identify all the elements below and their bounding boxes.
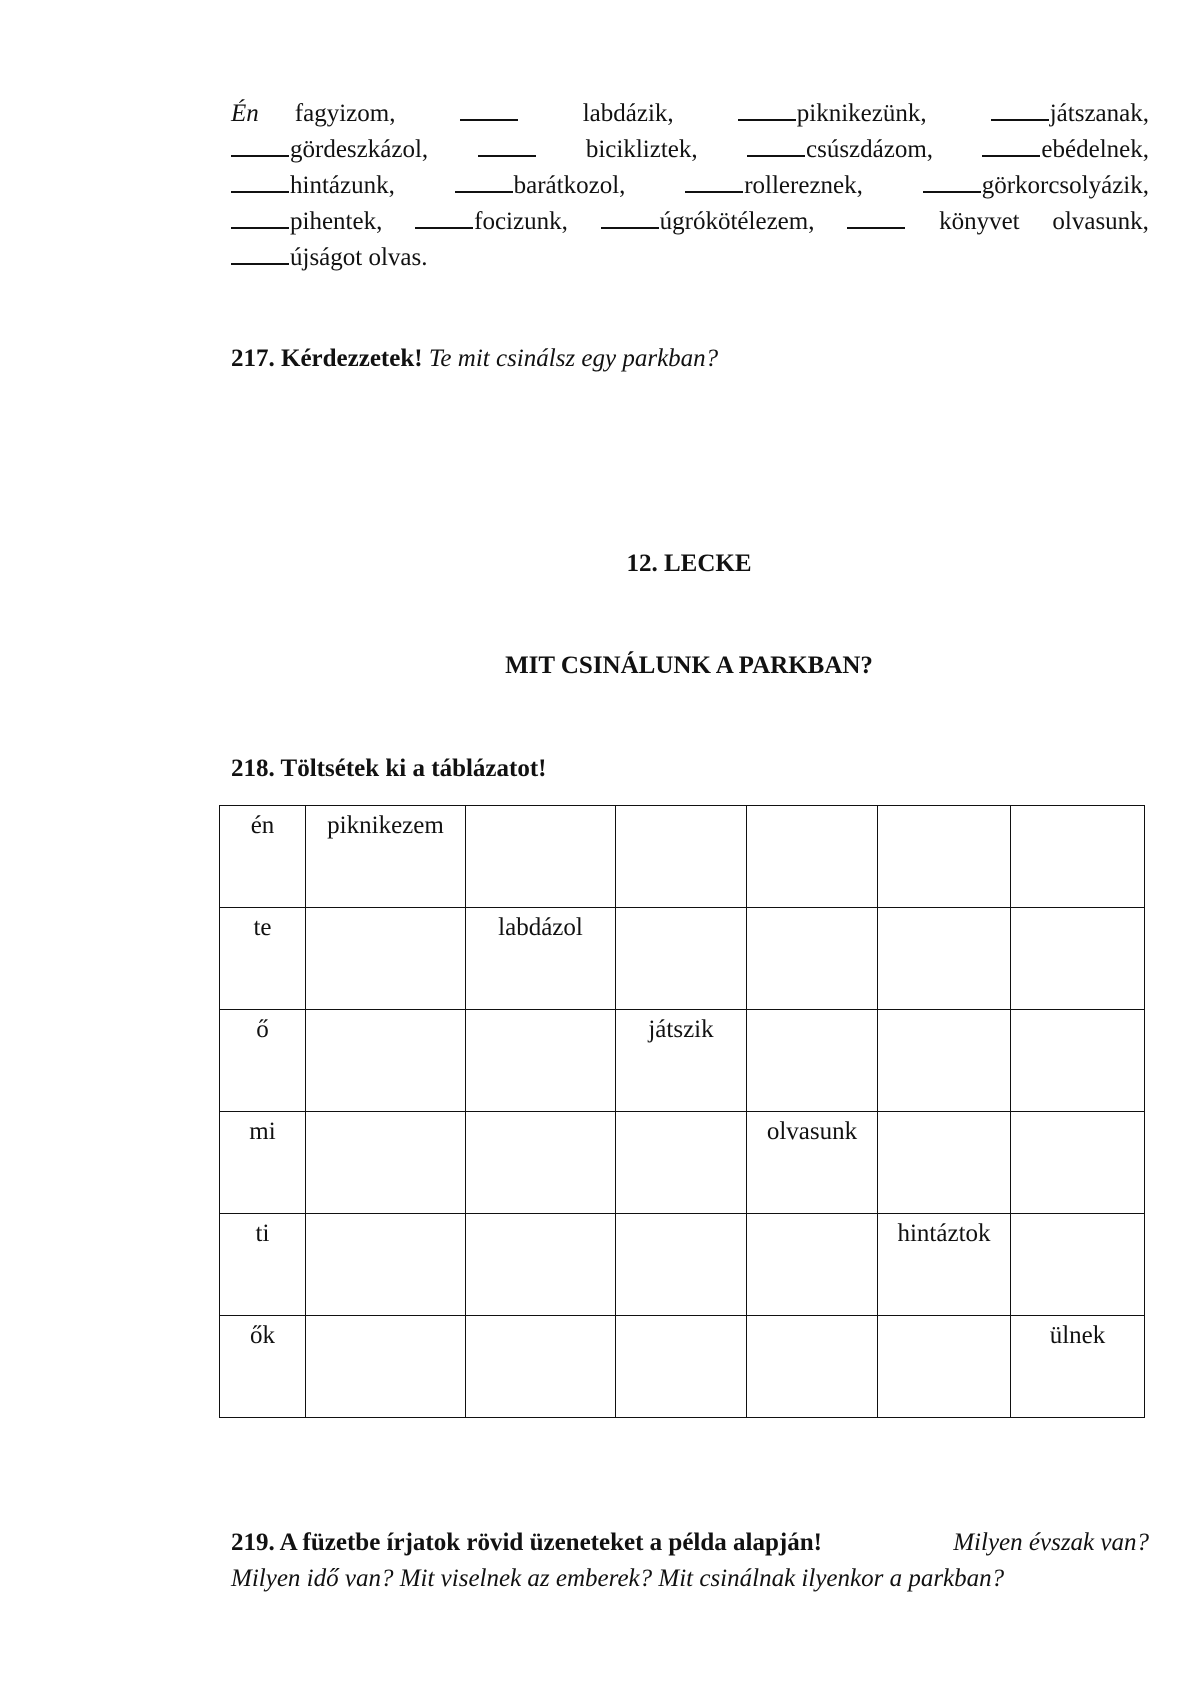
cell-text bbox=[1011, 1112, 1144, 1118]
fill-in-blank[interactable] bbox=[747, 155, 805, 157]
pronoun-cell bbox=[220, 1316, 306, 1418]
pronoun-cell bbox=[220, 908, 306, 1010]
fill-in-word: labdázik, bbox=[582, 100, 674, 127]
cell-text: te bbox=[253, 914, 272, 941]
fill-in-item bbox=[982, 134, 1149, 166]
task-219-question-1: Milyen évszak van? bbox=[953, 1529, 1149, 1556]
fill-in-blank[interactable] bbox=[231, 191, 289, 193]
table-row bbox=[220, 1010, 1145, 1112]
cell-text bbox=[306, 1010, 465, 1016]
answer-cell[interactable] bbox=[306, 1112, 466, 1214]
cell-text: ők bbox=[250, 1322, 275, 1349]
task-218-label: 218. Töltsétek ki a táblázatot! bbox=[231, 755, 547, 782]
task-219-label: 219. A füzetbe írjatok rövid üzeneteket a példa alapján! bbox=[231, 1529, 822, 1556]
fill-in-word: görkorcsolyázik, bbox=[981, 172, 1149, 199]
answer-cell[interactable] bbox=[1011, 1112, 1145, 1214]
task-217 bbox=[231, 343, 718, 375]
fill-in-blank[interactable] bbox=[601, 227, 659, 229]
cell-text: mi bbox=[249, 1118, 276, 1145]
cell-text bbox=[747, 1214, 877, 1220]
cell-text bbox=[306, 908, 465, 914]
answer-cell[interactable] bbox=[466, 1112, 616, 1214]
fill-in-blank[interactable] bbox=[415, 227, 473, 229]
cell-text bbox=[747, 806, 877, 812]
fill-in-line bbox=[231, 170, 1149, 202]
answer-cell[interactable] bbox=[306, 1214, 466, 1316]
cell-text: piknikezem bbox=[327, 812, 444, 839]
fill-in-blank[interactable] bbox=[847, 227, 905, 229]
answer-cell[interactable] bbox=[878, 1316, 1011, 1418]
cell-text bbox=[878, 1112, 1010, 1118]
fill-in-word: úgrókötélezem, bbox=[659, 208, 815, 235]
lesson-number: 12. LECKE bbox=[626, 550, 752, 577]
fill-in-item bbox=[583, 98, 674, 130]
cell-text: olvasunk bbox=[766, 1118, 858, 1145]
fill-in-item bbox=[738, 98, 927, 130]
fill-in-word: pihentek, bbox=[290, 208, 383, 235]
cell-text bbox=[306, 1316, 465, 1322]
cell-text bbox=[1011, 908, 1144, 914]
cell-text bbox=[747, 908, 877, 914]
fill-in-word: hintázunk, bbox=[290, 172, 395, 199]
cell-text: labdázol bbox=[498, 914, 583, 941]
fill-in-blank[interactable] bbox=[231, 155, 289, 157]
answer-cell[interactable] bbox=[878, 1214, 1011, 1316]
answer-cell[interactable] bbox=[1011, 1316, 1145, 1418]
fill-in-item bbox=[601, 206, 815, 238]
cell-text bbox=[466, 1316, 615, 1322]
pronoun-cell bbox=[220, 1214, 306, 1316]
answer-cell[interactable] bbox=[466, 1316, 616, 1418]
fill-in-item bbox=[460, 98, 519, 130]
pronoun-cell bbox=[220, 806, 306, 908]
fill-in-blank[interactable] bbox=[982, 155, 1040, 157]
task-217-label: 217. Kérdezzetek! bbox=[231, 345, 423, 372]
table-row bbox=[220, 1316, 1145, 1418]
table-row bbox=[220, 1214, 1145, 1316]
cell-text bbox=[1011, 806, 1144, 812]
table-row bbox=[220, 806, 1145, 908]
cell-text bbox=[466, 1112, 615, 1118]
answer-cell[interactable] bbox=[878, 806, 1011, 908]
fill-in-line bbox=[231, 98, 1149, 130]
fill-in-word: csúszdázom, bbox=[806, 136, 934, 163]
fill-in-word: focizunk, bbox=[474, 208, 568, 235]
answer-cell[interactable] bbox=[616, 806, 747, 908]
fill-in-item bbox=[991, 98, 1149, 130]
fill-in-word: fagyizom, bbox=[294, 100, 396, 127]
task-219 bbox=[231, 1525, 1149, 1597]
fill-in-line bbox=[231, 206, 1149, 238]
fill-in-item bbox=[231, 242, 428, 274]
fill-in-word: gördeszkázol, bbox=[290, 136, 429, 163]
fill-in-blank[interactable] bbox=[991, 119, 1049, 121]
task-217-question: Te mit csinálsz egy parkban? bbox=[428, 345, 719, 372]
fill-in-item bbox=[455, 170, 626, 202]
table-row bbox=[220, 908, 1145, 1010]
answer-cell[interactable] bbox=[466, 908, 616, 1010]
cell-text bbox=[306, 1214, 465, 1220]
cell-text bbox=[747, 1316, 877, 1322]
fill-in-word: piknikezünk, bbox=[796, 100, 927, 127]
fill-in-item bbox=[847, 206, 906, 238]
fill-in-item bbox=[415, 206, 568, 238]
answer-cell[interactable] bbox=[616, 1010, 747, 1112]
cell-text bbox=[616, 1112, 746, 1118]
task-219-question-2: Milyen idő van? Mit viselnek az emberek? Mit csinálnak ilyenkor a parkban? bbox=[231, 1565, 1005, 1592]
cell-text bbox=[878, 1010, 1010, 1016]
cell-text: ülnek bbox=[1049, 1322, 1106, 1349]
fill-in-item bbox=[231, 170, 395, 202]
cell-text bbox=[1011, 1214, 1144, 1220]
fill-in-blank[interactable] bbox=[478, 155, 536, 157]
answer-cell[interactable] bbox=[747, 806, 878, 908]
cell-text: játszik bbox=[648, 1016, 714, 1043]
fill-in-word: olvasunk, bbox=[1052, 208, 1149, 235]
cell-text bbox=[616, 806, 746, 812]
fill-in-line bbox=[231, 134, 1149, 166]
pronoun-cell bbox=[220, 1112, 306, 1214]
fill-in-word: ebédelnek, bbox=[1041, 136, 1149, 163]
cell-text: hintáztok bbox=[897, 1220, 991, 1247]
answer-cell[interactable] bbox=[466, 1214, 616, 1316]
fill-in-item bbox=[231, 98, 395, 130]
answer-cell[interactable] bbox=[306, 908, 466, 1010]
fill-in-blank[interactable] bbox=[685, 191, 743, 193]
fill-in-line bbox=[231, 242, 1149, 274]
answer-cell[interactable] bbox=[747, 908, 878, 1010]
fill-in-item bbox=[939, 206, 1020, 238]
answer-cell[interactable] bbox=[306, 1316, 466, 1418]
answer-cell[interactable] bbox=[616, 1214, 747, 1316]
cell-text: ő bbox=[256, 1016, 269, 1043]
cell-text bbox=[616, 908, 746, 914]
fill-in-blank[interactable] bbox=[923, 191, 981, 193]
fill-in-word: barátkozol, bbox=[513, 172, 626, 199]
cell-text bbox=[878, 1316, 1010, 1322]
cell-text bbox=[466, 806, 615, 812]
answer-cell[interactable] bbox=[466, 1010, 616, 1112]
fill-in-word: rollereznek, bbox=[744, 172, 863, 199]
cell-text bbox=[616, 1316, 746, 1322]
cell-text bbox=[878, 908, 1010, 914]
answer-cell[interactable] bbox=[878, 908, 1011, 1010]
answer-cell[interactable] bbox=[616, 908, 747, 1010]
cell-text bbox=[616, 1214, 746, 1220]
answer-cell[interactable] bbox=[878, 1112, 1011, 1214]
fill-in-item bbox=[685, 170, 863, 202]
fill-in-blank[interactable] bbox=[460, 119, 518, 121]
fill-in-item bbox=[586, 134, 698, 166]
fill-in-pronoun: Én bbox=[231, 100, 259, 127]
fill-in-word: újságot olvas. bbox=[290, 244, 428, 271]
fill-in-item bbox=[1052, 206, 1149, 238]
fill-in-blank[interactable] bbox=[231, 227, 289, 229]
answer-cell[interactable] bbox=[306, 806, 466, 908]
fill-in-blank[interactable] bbox=[231, 263, 289, 265]
fill-in-item bbox=[231, 134, 428, 166]
fill-in-word: játszanak, bbox=[1049, 100, 1149, 127]
answer-cell[interactable] bbox=[1011, 908, 1145, 1010]
answer-cell[interactable] bbox=[466, 806, 616, 908]
pronoun-cell bbox=[220, 1010, 306, 1112]
cell-text bbox=[306, 1112, 465, 1118]
cell-text: én bbox=[250, 812, 275, 839]
cell-text bbox=[466, 1214, 615, 1220]
answer-cell[interactable] bbox=[747, 1010, 878, 1112]
fill-in-item bbox=[231, 206, 382, 238]
fill-in-item bbox=[478, 134, 537, 166]
conjugation-table bbox=[219, 805, 1145, 1418]
fill-in-blank[interactable] bbox=[738, 119, 796, 121]
cell-text: ti bbox=[255, 1220, 270, 1247]
fill-in-word: könyvet bbox=[939, 208, 1020, 235]
lesson-title: MIT CSINÁLUNK A PARKBAN? bbox=[505, 652, 873, 679]
task-218 bbox=[231, 753, 547, 785]
answer-cell[interactable] bbox=[1011, 806, 1145, 908]
answer-cell[interactable] bbox=[747, 1214, 878, 1316]
cell-text bbox=[747, 1010, 877, 1016]
answer-cell[interactable] bbox=[306, 1010, 466, 1112]
fill-in-blank[interactable] bbox=[455, 191, 513, 193]
answer-cell[interactable] bbox=[747, 1316, 878, 1418]
table-row bbox=[220, 1112, 1145, 1214]
cell-text bbox=[466, 1010, 615, 1016]
cell-text bbox=[878, 806, 1010, 812]
answer-cell[interactable] bbox=[747, 1112, 878, 1214]
answer-cell[interactable] bbox=[616, 1112, 747, 1214]
fill-in-item bbox=[923, 170, 1149, 202]
answer-cell[interactable] bbox=[616, 1316, 747, 1418]
fill-in-word: bicikliztek, bbox=[585, 136, 698, 163]
answer-cell[interactable] bbox=[1011, 1010, 1145, 1112]
answer-cell[interactable] bbox=[878, 1010, 1011, 1112]
fill-in-item bbox=[747, 134, 933, 166]
answer-cell[interactable] bbox=[1011, 1214, 1145, 1316]
cell-text bbox=[1011, 1010, 1144, 1016]
